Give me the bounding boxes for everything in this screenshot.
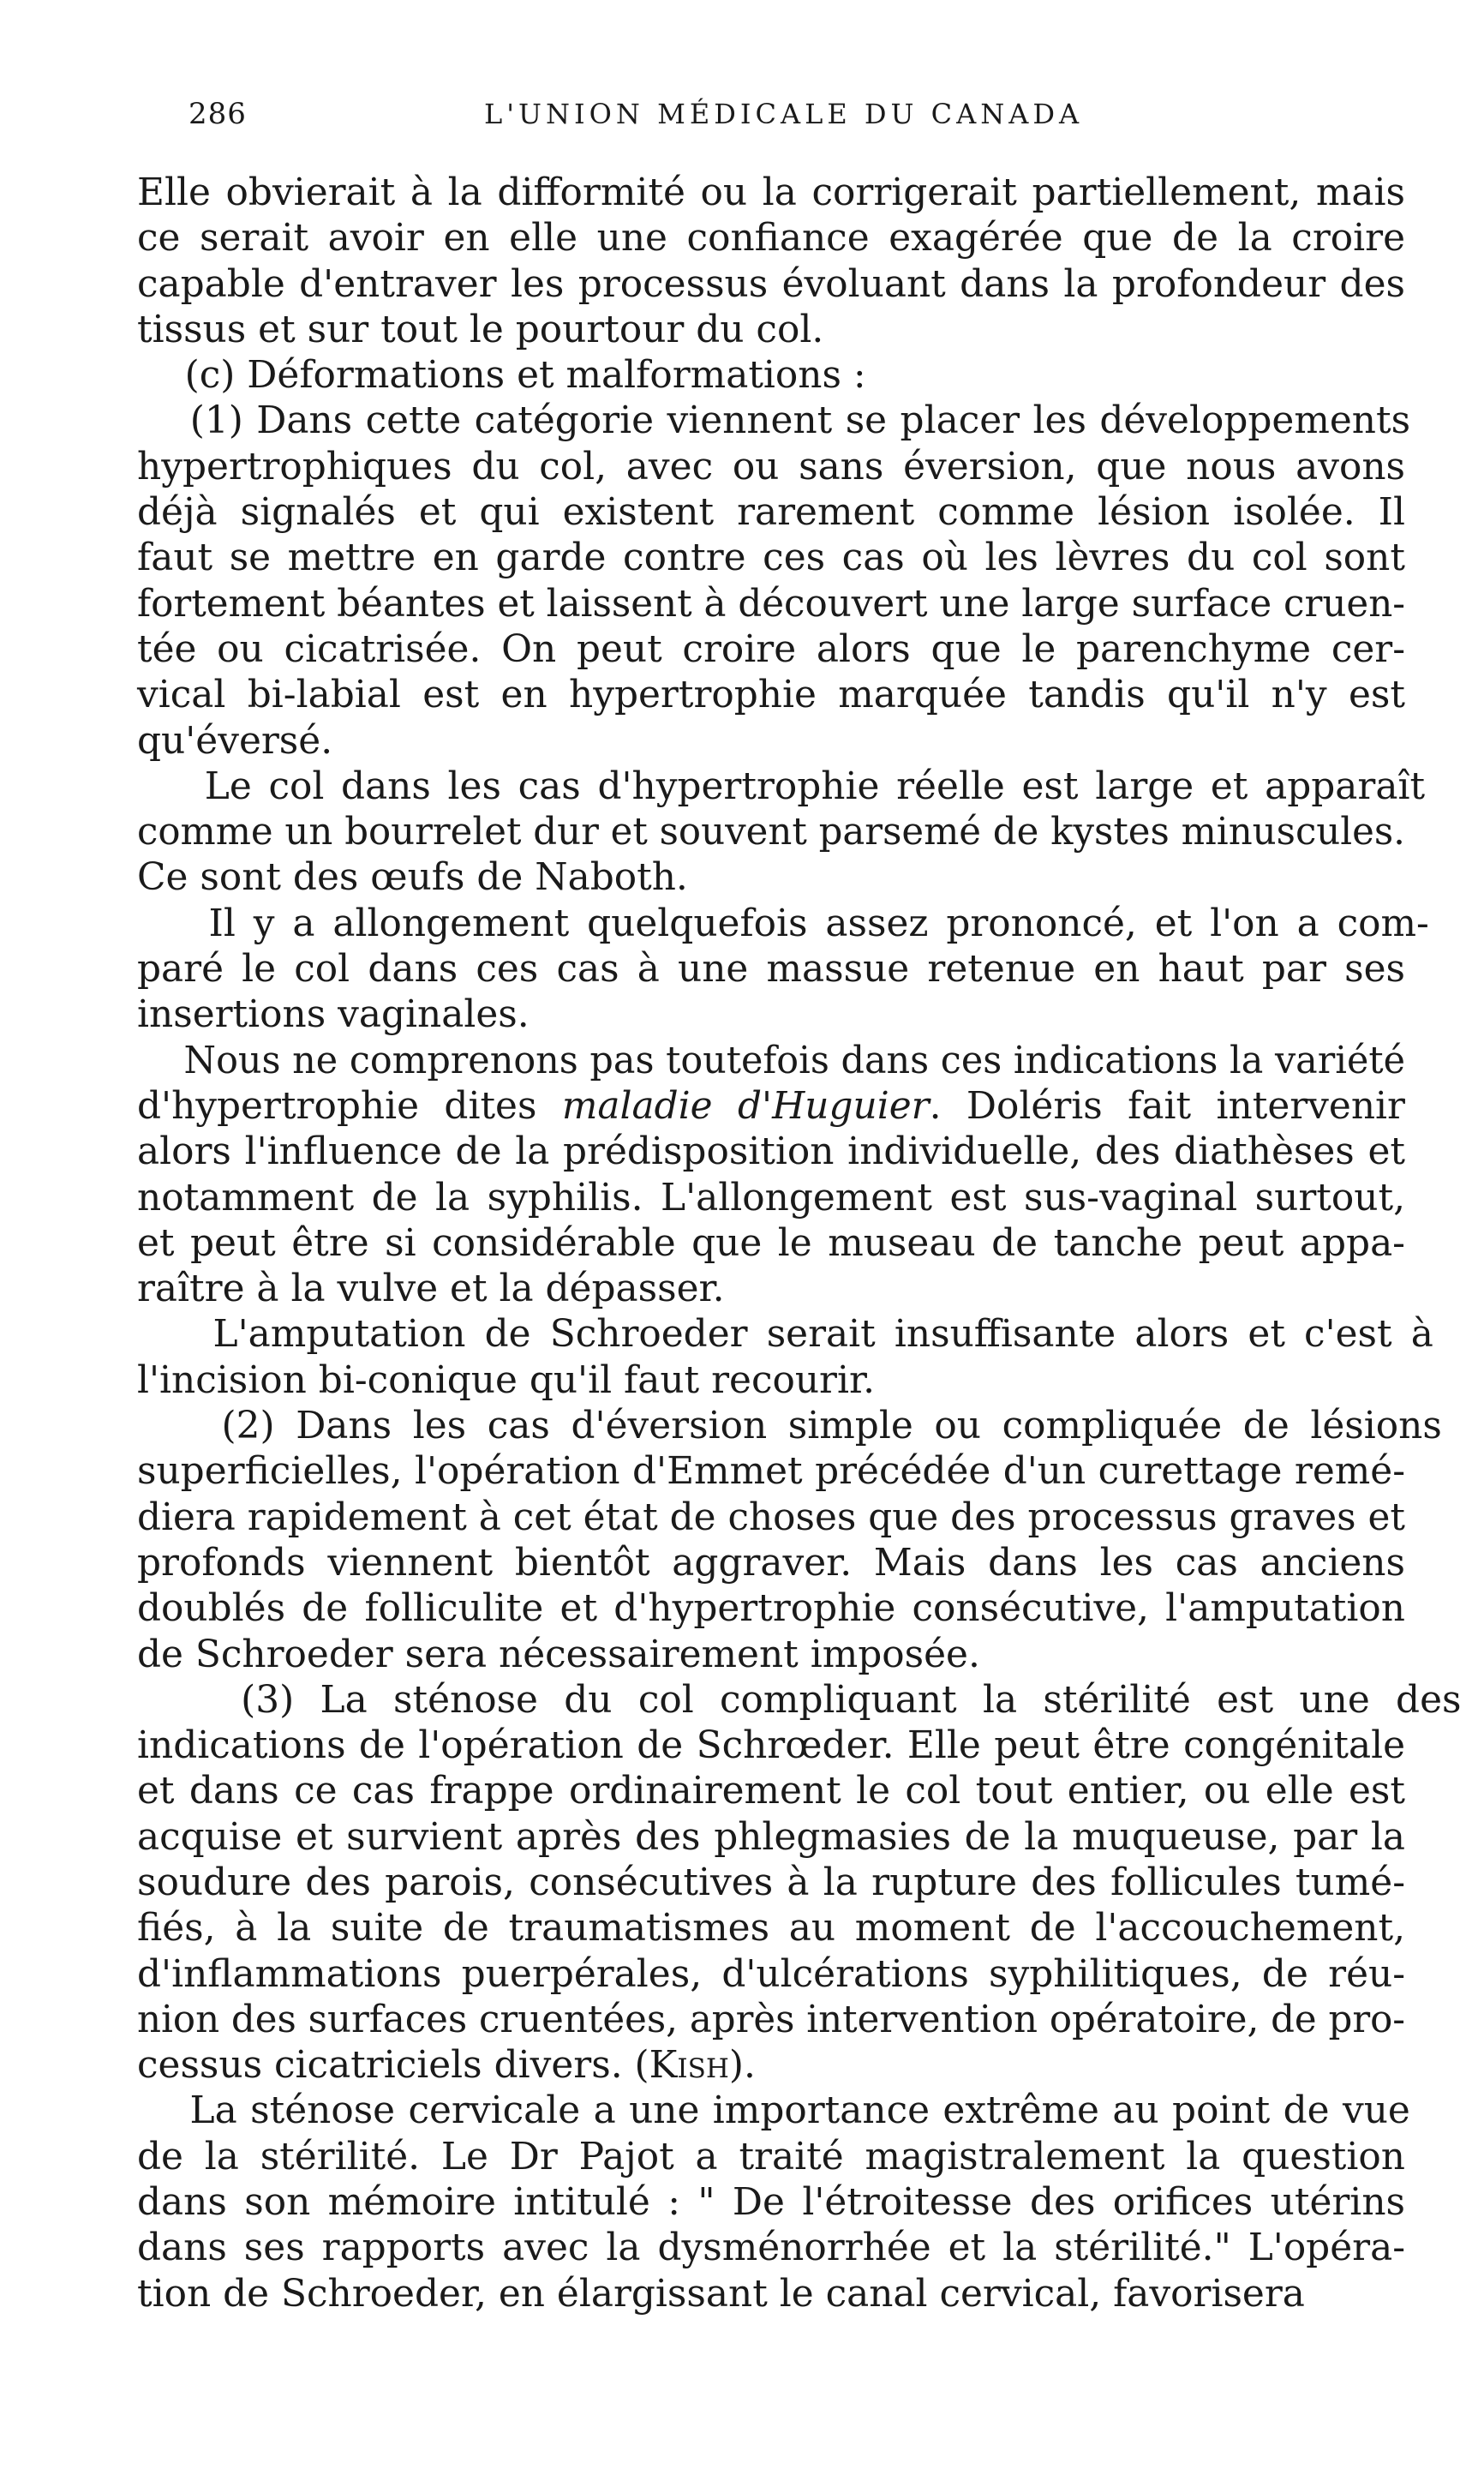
text-line-content: comme un bourrelet dur et souvent parsemé de kystes minuscules. [137,810,1405,854]
text-line [137,2271,1405,2316]
text-line-content: de Schroeder sera nécessairement imposée. [137,1632,980,1676]
text-line-content: tissus et sur tout le pourtour du col. [137,307,824,351]
text-line-content: dans son mémoire intitulé : " De l'étroitesse des orifices utérins [137,2180,1405,2225]
text-line-content: (2) Dans les cas d'éversion simple ou compliquée de lésions [137,1404,1442,1448]
text-line [137,946,1405,992]
text-line-content: fiés, à la suite de traumatismes au moment de l'accouchement, [137,1906,1405,1951]
text-line-content: de la stérilité. Le Dr Pajot a traité magistralement la question [137,2134,1405,2178]
text-line [137,261,1405,307]
text-line-content: dans ses rapports avec la dysménorrhée et la stérilité." L'opéra- [137,2226,1405,2270]
text-line-content: Il y a allongement quelquefois assez prononcé, et l'on a com- [137,901,1429,945]
text-line [137,2134,1405,2179]
text-line-content: paré le col dans ces cas à une massue retenue en haut par ses [137,947,1405,992]
text-line-content: tion de Schroeder, en élargissant le canal cervical, favorisera [137,2271,1305,2316]
text-line-content: profonds viennent bientôt aggraver. Mais dans les cas anciens [137,1540,1405,1585]
text-line [137,1220,1405,1266]
text-line [137,2042,1405,2088]
text-line [137,489,1405,535]
text-line-content: capable d'entraver les processus évoluant dans la profondeur des [137,261,1405,306]
text-run: . Doléris fait intervenir [929,1083,1405,1128]
text-line [137,1083,1405,1129]
text-line-content: indications de l'opération de Schrœder. Elle peut être congénitale [137,1723,1405,1768]
text-line-content: superficielles, l'opération d'Emmet précédée d'un curettage remé- [137,1449,1405,1494]
text-line [137,1266,1405,1311]
text-line-content: d'inflammations puerpérales, d'ulcérations syphilitiques, de réu- [137,1951,1405,1996]
text-line [137,1951,1405,1997]
text-line [137,2179,1405,2225]
text-line-content: (c) Déformations et malformations : [137,353,866,398]
text-line [137,1495,1405,1540]
text-line-content: doublés de folliculite et d'hypertrophie consécutive, l'amputation [137,1586,1405,1631]
text-line [137,352,1405,398]
body-text [137,170,1462,2316]
text-line-content: soudure des parois, consécutives à la rupture des follicules tumé- [137,1860,1405,1904]
text-line-content: La sténose cervicale a une importance extrême au point de vue [137,2088,1410,2133]
text-line-content: faut se mettre en garde contre ces cas où les lèvres du col sont [137,536,1405,580]
text-line [137,398,1411,443]
text-line-content: tée ou cicatrisée. On peut croire alors que le parenchyme cer- [137,626,1405,671]
text-line [137,1175,1405,1220]
running-header [188,93,1484,135]
text-line-content: Nous ne comprenons pas toutefois dans ces indications la variété [137,1038,1405,1082]
text-line-content: notamment de la syphilis. L'allongement est sus-vaginal surtout, [137,1175,1405,1220]
text-line [137,2225,1405,2270]
text-line-content: insertions vaginales. [137,992,530,1037]
text-line-content: Elle obvierait à la difformité ou la corrigerait partiellement, mais [137,171,1405,214]
text-line [137,992,1405,1037]
text-line [137,764,1426,809]
text-line [137,901,1429,946]
page-number: 286 [188,97,247,131]
text-line [137,672,1405,717]
text-line [137,1905,1405,1951]
text-line-content: l'incision bi-conique qu'il faut recourir. [137,1357,876,1402]
text-line-content: Le col dans les cas d'hypertrophie réelle est large et apparaît [137,764,1426,808]
text-line-content: fortement béantes et laissent à découvert une large surface cruen- [137,581,1405,626]
text-run: d'hypertrophie dites [137,1083,562,1128]
text-line-content [137,2043,756,2087]
text-line [137,1677,1462,1723]
text-line-content: et peut être si considérable que le museau de tanche peut appa- [137,1220,1405,1265]
text-line-content: acquise et survient après des phlegmasies de la muqueuse, par la [137,1814,1405,1859]
text-line [137,1632,1405,1677]
text-line [137,1768,1405,1813]
text-line [137,1448,1405,1494]
text-line-content: ce serait avoir en elle une confiance exagérée que de la croire [137,216,1405,261]
text-line [137,581,1405,626]
text-run: cessus cicatriciels divers. ( [137,2043,649,2088]
text-line-content: L'amputation de Schroeder serait insuffisante alors et c'est à [137,1312,1433,1357]
text-line-content: Ce sont des œufs de Naboth. [137,855,688,900]
text-line-content: alors l'influence de la prédisposition individuelle, des diathèses et [137,1130,1405,1174]
text-line-content: et dans ce cas frappe ordinairement le col tout entier, ou elle est [137,1769,1405,1813]
text-line [137,2088,1410,2133]
text-line [137,854,1405,900]
text-line [137,1585,1405,1631]
text-line [137,1357,1405,1403]
text-line [137,307,1405,352]
text-line [137,1129,1405,1174]
text-line [137,444,1405,489]
text-line-content: (1) Dans cette catégorie viennent se placer les développements [137,399,1411,443]
italic-term: maladie d'Huguier [561,1083,930,1128]
text-line-content: qu'éversé. [137,718,333,763]
text-line [137,1997,1405,2042]
text-line [137,170,1405,215]
text-line [137,1311,1433,1357]
text-line [137,535,1405,580]
text-run: ). [728,2043,756,2088]
text-line [137,626,1405,672]
text-line-content: nion des surfaces cruentées, après intervention opératoire, de pro- [137,1997,1405,2041]
text-line [137,1860,1405,1905]
text-line [137,1814,1405,1860]
text-line-content: diera rapidement à cet état de choses que des processus graves et [137,1495,1405,1539]
author-citation: Kish [649,2043,729,2088]
text-line-content: déjà signalés et qui existent rarement comme lésion isolée. Il [137,490,1405,535]
text-line [137,809,1405,854]
text-line-content: (3) La sténose du col compliquant la stérilité est une des [137,1677,1462,1722]
text-line [137,1723,1405,1768]
journal-title: L'UNION MÉDICALE DU CANADA [484,98,1084,130]
text-line-content: hypertrophiques du col, avec ou sans éversion, que nous avons [137,444,1405,488]
text-line-content: raître à la vulve et la dépasser. [137,1267,725,1311]
text-line [137,215,1405,261]
text-line-content: vical bi-labial est en hypertrophie marquée tandis qu'il n'y est [137,673,1405,717]
text-line [137,718,1405,764]
text-line [137,1540,1405,1585]
text-line [137,1403,1442,1448]
text-line [137,1038,1405,1083]
text-line-content [137,1084,1405,1128]
